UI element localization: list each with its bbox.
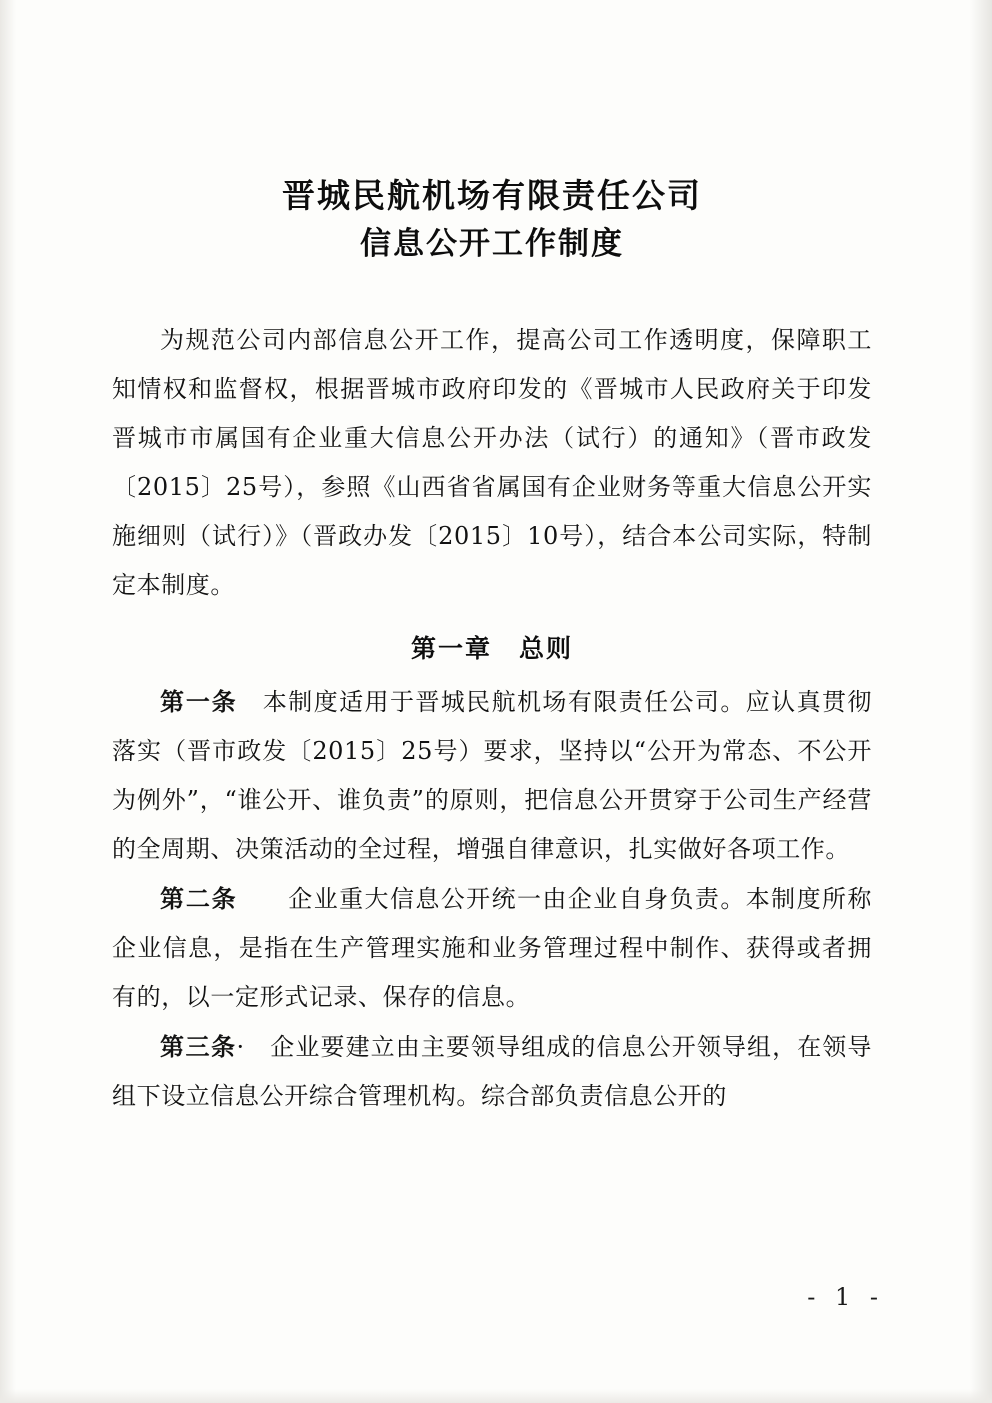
article-label-1: 第一条 [160, 687, 238, 717]
article-paragraph-2 [112, 874, 872, 1022]
document-body [112, 150, 872, 1121]
article-paragraph-1 [112, 677, 872, 874]
page-edge-shadow-left [0, 0, 16, 1403]
chapter-heading: 第一章 总则 [410, 634, 573, 664]
preamble-paragraph: 为规范公司内部信息公开工作，提高公司工作透明度，保障职工知情权和监督权，根据晋城市政府印发的《晋城市人民政府关于印发晋城市市属国有企业重大信息公开办法（试行）的通知》（晋市政发〔2015〕25号），参照《山西省省属国有企业财务等重大信息公开实施细则（试行）》（晋政办发〔2015〕10号），结合本公司实际，特制定本制度。 [112, 326, 872, 600]
article-label-3: 第三条 [160, 1032, 237, 1062]
title-line-2: 信息公开工作制度 [360, 226, 624, 263]
article-text-2: 企业重大信息公开统一由企业自身负责。本制度所称企业信息，是指在生产管理实施和业务管理过程中制作、获得或者拥有的，以一定形式记录、保存的信息。 [112, 885, 873, 1012]
article-paragraph-3 [112, 1022, 872, 1121]
page-number: - 1 - [807, 1283, 884, 1311]
article-text-1: 本制度适用于晋城民航机场有限责任公司。应认真贯彻落实（晋市政发〔2015〕25号）要求，坚持以“公开为常态、不公开为例外”，“谁公开、谁负责”的原则，把信息公开贯穿于公司生产经营的全周期、决策活动的全过程，增强自律意识，扎实做好各项工作。 [112, 688, 873, 864]
title-line-1: 晋城民航机场有限责任公司 [282, 176, 702, 216]
article-text-3: · 企业要建立由主要领导组成的信息公开领导组，在领导组下设立信息公开综合管理机构。综合部负责信息公开的 [112, 1033, 873, 1111]
article-label-2: 第二条 [160, 884, 238, 914]
page-edge-shadow-bottom [0, 1389, 992, 1403]
page-edge-shadow-right [970, 0, 992, 1403]
page-title [112, 172, 872, 268]
